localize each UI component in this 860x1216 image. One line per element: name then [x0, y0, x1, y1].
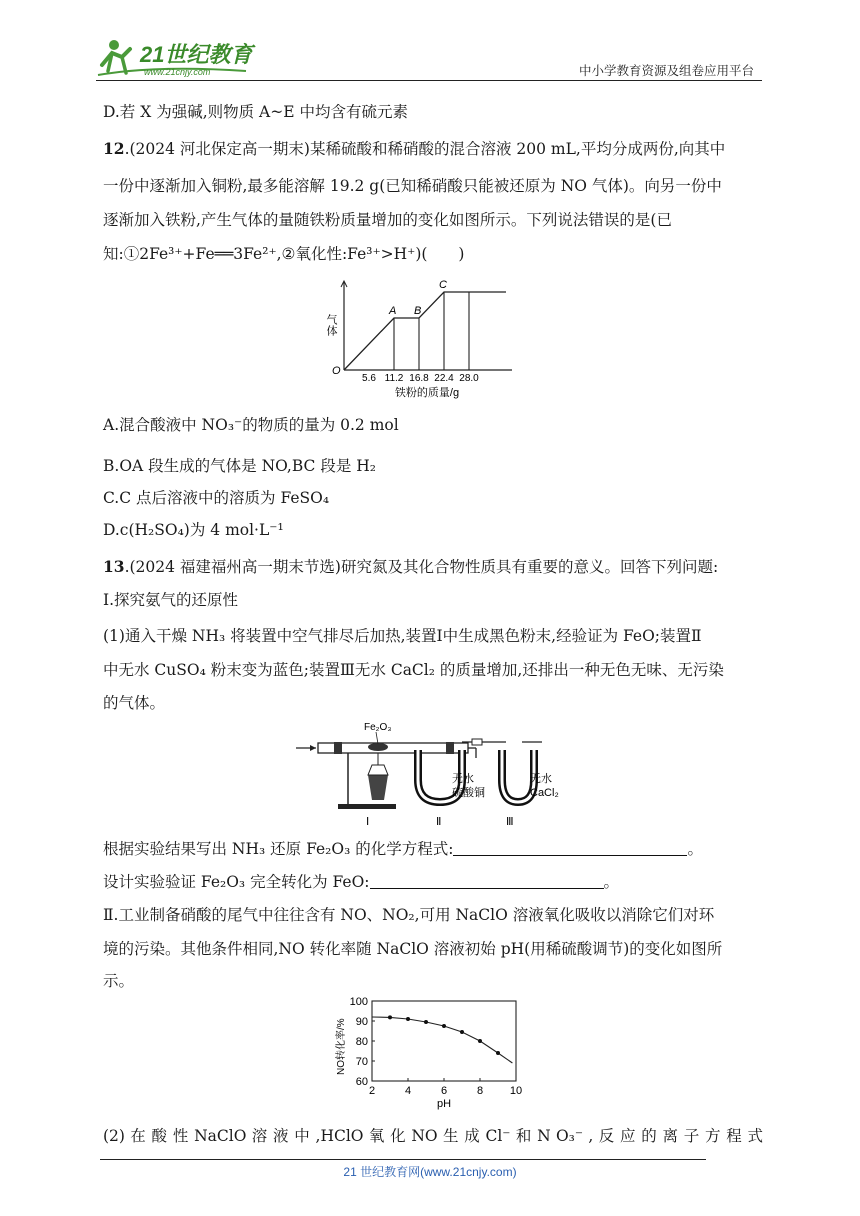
- footer-text: 21 世纪教育网(www.21cnjy.com): [343, 1165, 517, 1179]
- q13-fill-2: [103, 867, 763, 897]
- x-tick-label: 10: [509, 1085, 523, 1097]
- x-tick-label: 11.2: [384, 373, 404, 384]
- label-II: Ⅱ: [436, 816, 442, 828]
- x-tick-label: 4: [404, 1085, 412, 1097]
- plot-frame: [372, 1001, 516, 1081]
- label-I: Ⅰ: [366, 816, 370, 828]
- u2-label-2: 硫酸铜: [452, 787, 485, 799]
- q13-stem-text: 研究氮及其化合物性质具有重要的意义。回答下列问题:: [340, 558, 719, 576]
- q12-stem-1: [103, 134, 763, 164]
- q13-p1-line3: 的气体。: [103, 694, 166, 712]
- x-tick-label: 2: [368, 1085, 376, 1097]
- data-point: [460, 1030, 464, 1034]
- series-line: [372, 1017, 512, 1063]
- answer-blank-1[interactable]: [453, 839, 687, 856]
- label-III: Ⅲ: [506, 816, 514, 828]
- q13-part2-line3: 示。: [103, 972, 135, 990]
- q12-stem-4: 知:①2Fe³⁺+Fe══3Fe²⁺,②氧化性:Fe³⁺>H⁺)( ): [103, 245, 465, 263]
- point-label-C: C: [439, 279, 447, 291]
- q13-part2-line1: Ⅱ.工业制备硝酸的尾气中往往含有 NO、NO₂,可用 NaClO 溶液氧化吸收以消除它们对环: [103, 906, 715, 924]
- x-tick-label: 6: [440, 1085, 448, 1097]
- answer-blank-2[interactable]: [370, 872, 604, 889]
- q12-option-c: C.C 点后溶液中的溶质为 FeSO₄: [103, 489, 330, 507]
- data-point: [496, 1051, 500, 1055]
- q12-source: .(2024 河北保定高一期末): [124, 140, 310, 158]
- q13-number: 13: [103, 557, 125, 576]
- chart-gas-vs-iron: [322, 278, 522, 408]
- q13-stem: [103, 552, 763, 582]
- q13-part2-line2: 境的污染。其他条件相同,NO 转化率随 NaClO 溶液初始 pH(用稀硫酸调节)的变化如图所: [103, 940, 723, 958]
- fill-1-text: 根据实验结果写出 NH₃ 还原 Fe₂O₃ 的化学方程式:: [103, 840, 454, 858]
- y-axis-label: 气体: [325, 314, 337, 336]
- page-header: [96, 35, 762, 85]
- origin-label: O: [332, 365, 341, 377]
- data-point: [442, 1024, 446, 1028]
- logo-text: 21世纪教育: [140, 42, 253, 67]
- q12-option-a: A.混合酸液中 NO₃⁻的物质的量为 0.2 mol: [103, 416, 399, 434]
- q12-stem-text: 某稀硫酸和稀硝酸的混合溶液 200 mL,平均分成两份,向其中: [309, 140, 726, 158]
- logo-url: www.21cnjy.com: [144, 67, 211, 77]
- q12-number: 12: [103, 139, 125, 158]
- q12-stem-2: 一份中逐渐加入铜粉,最多能溶解 19.2 g(已知稀硝酸只能被还原为 NO 气体)。向另一份中: [103, 177, 722, 195]
- point-label-A: A: [389, 305, 397, 317]
- series-line: [344, 292, 506, 370]
- q13-p1-line1: (1)通入干燥 NH₃ 将装置中空气排尽后加热,装置Ⅰ中生成黑色粉末,经验证为 FeO;装置Ⅱ: [103, 627, 702, 645]
- q13-part1-title: Ⅰ.探究氨气的还原性: [103, 591, 239, 609]
- x-tick-label: 28.0: [459, 373, 479, 384]
- y-tick-label: 60: [355, 1076, 368, 1088]
- q13-source: .(2024 福建福州高一期末节选): [124, 558, 341, 576]
- header-divider: [96, 80, 762, 81]
- y-axis-label: NO转化率/%: [336, 1018, 347, 1075]
- x-tick-label: 16.8: [409, 373, 429, 384]
- data-point: [388, 1015, 392, 1019]
- logo: [96, 35, 276, 79]
- u2-label-1: 无水: [452, 773, 474, 785]
- y-tick-label: 80: [355, 1036, 368, 1048]
- y-tick-label: 70: [355, 1056, 368, 1068]
- x-tick-label: 22.4: [434, 373, 454, 384]
- y-tick-label: 90: [355, 1016, 368, 1028]
- fill-2-text: 设计实验验证 Fe₂O₃ 完全转化为 FeO:: [103, 873, 370, 891]
- data-point: [406, 1017, 410, 1021]
- apparatus-diagram: [296, 720, 586, 830]
- q11-option-d: D.若 X 为强碱,则物质 A~E 中均含有硫元素: [103, 103, 408, 121]
- x-axis-label: 铁粉的质量/g: [394, 387, 460, 399]
- x-tick-label: 8: [476, 1085, 484, 1097]
- point-label-B: B: [414, 305, 422, 317]
- u3-label-2: CaCl₂: [530, 787, 559, 799]
- x-axis-label: pH: [436, 1098, 452, 1110]
- x-tick-label: 5.6: [362, 373, 376, 384]
- data-point: [424, 1020, 428, 1024]
- q13-p1-line2: 中无水 CuSO₄ 粉末变为蓝色;装置Ⅲ无水 CaCl₂ 的质量增加,还排出一种无色无味、无污染: [103, 661, 724, 679]
- chart-no-conversion: [330, 995, 530, 1117]
- u3-label-1: 无水: [530, 773, 552, 785]
- footer-divider: [100, 1159, 706, 1160]
- fill-2-period: 。: [603, 873, 620, 891]
- y-tick-label: 100: [349, 996, 368, 1008]
- q12-option-b: B.OA 段生成的气体是 NO,BC 段是 H₂: [103, 457, 376, 475]
- data-point: [478, 1039, 482, 1043]
- fe2o3-label: Fe₂O₃: [364, 722, 392, 733]
- header-right-text: 中小学教育资源及组卷应用平台: [578, 63, 754, 78]
- fill-1-period: 。: [687, 840, 703, 858]
- q13-q2-line: (2) 在 酸 性 NaClO 溶 液 中 ,HClO 氧 化 NO 生 成 Cl⁻ 和 N O₃⁻ , 反 应 的 离 子 方 程 式: [103, 1127, 763, 1145]
- q13-fill-1: [103, 834, 763, 864]
- q12-option-d: D.c(H₂SO₄)为 4 mol·L⁻¹: [103, 521, 284, 539]
- q12-stem-3: 逐渐加入铁粉,产生气体的量随铁粉质量增加的变化如图所示。下列说法错误的是(已: [103, 211, 672, 229]
